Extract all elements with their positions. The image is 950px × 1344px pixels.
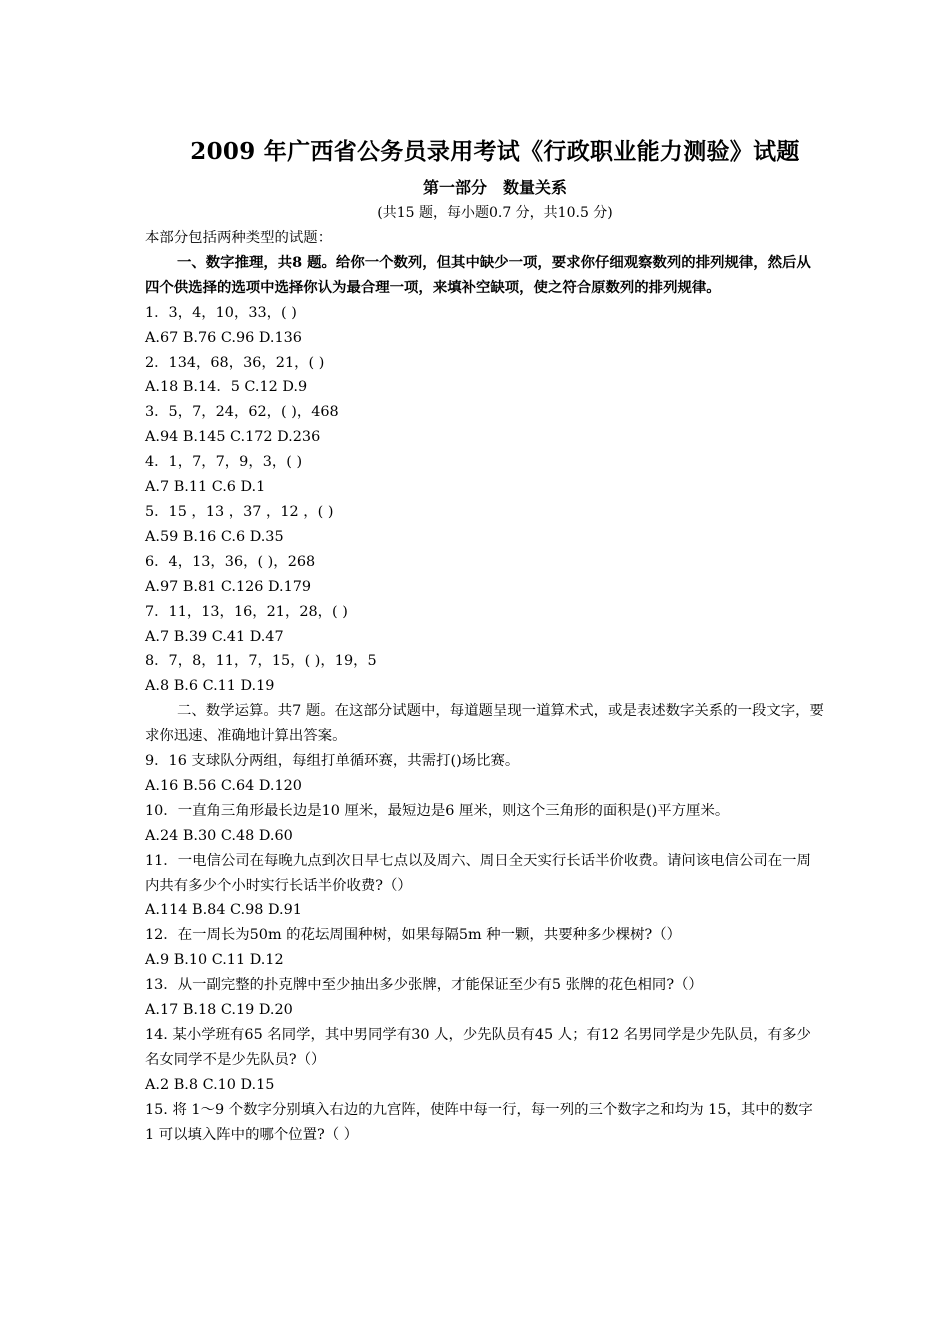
- question-11: 11．一电信公司在每晚九点到次日早七点以及周六、周日全天实行长话半价收费。请问该电信公司在一周内共有多少个小时实行长话半价收费?（）: [145, 852, 811, 894]
- answer-options-4: A.7 B.11 C.6 D.1: [145, 479, 266, 496]
- question-6: 6．4，13，36，( )，268: [145, 553, 316, 570]
- question-10: 10．一直角三角形最长边是10 厘米，最短边是6 厘米，则这个三角形的面积是()平方厘米。: [145, 802, 730, 819]
- page-title: 2009 年广西省公务员录用考试《行政职业能力测验》试题: [190, 138, 800, 165]
- part-note: (共15 题，每小题0.7 分，共10.5 分): [377, 205, 613, 221]
- question-2: 2．134，68，36，21，( ): [145, 354, 325, 371]
- question-9: 9．16 支球队分两组，每组打单循环赛，共需打()场比赛。: [145, 753, 520, 770]
- answer-options-12: A.9 B.10 C.11 D.12: [145, 952, 284, 969]
- question-7: 7．11，13，16，21，28，( ): [145, 603, 348, 620]
- part-title: 第一部分 数量关系: [422, 178, 567, 197]
- question-15: 15. 将 1～9 个数字分别填入右边的九宫阵，使阵中每一行，每一列的三个数字之和均为 15，其中的数字 1 可以填入阵中的哪个位置?（ ）: [145, 1101, 813, 1143]
- section-1-instructions: 一、数字推理，共8 题。给你一个数列，但其中缺少一项，要求你仔细观察数列的排列规律，然后从四个供选择的选项中选择你认为最合理一项，来填补空缺项，使之符合原数列的排列规律。: [145, 253, 811, 296]
- answer-options-7: A.7 B.39 C.41 D.47: [145, 628, 284, 645]
- answer-options-10: A.24 B.30 C.48 D.60: [145, 827, 293, 844]
- answer-options-8: A.8 B.6 C.11 D.19: [145, 678, 275, 695]
- answer-options-14: A.2 B.8 C.10 D.15: [145, 1076, 275, 1093]
- intro-text: 本部分包括两种类型的试题：: [145, 230, 333, 246]
- question-3: 3．5，7，24，62，( )，468: [145, 404, 339, 421]
- question-8: 8．7，8，11，7，15，( )，19，5: [145, 653, 377, 670]
- question-13: 13．从一副完整的扑克牌中至少抽出多少张牌，才能保证至少有5 张牌的花色相同?（）: [145, 977, 703, 994]
- section-2-instructions: 二、数学运算。共7 题。在这部分试题中，每道题呈现一道算术式，或是表述数字关系的一段文字，要求你迅速、准确地计算出答案。: [145, 703, 824, 745]
- document-body: [145, 226, 825, 1148]
- question-1: 1．3，4，10，33，( ): [145, 304, 297, 321]
- answer-options-13: A.17 B.18 C.19 D.20: [145, 1002, 293, 1019]
- answer-options-3: A.94 B.145 C.172 D.236: [145, 429, 321, 446]
- answer-options-11: A.114 B.84 C.98 D.91: [145, 902, 302, 919]
- question-5: 5．15 ，13 ，37 ，12 ，( ): [145, 503, 334, 520]
- answer-options-2: A.18 B.14．5 C.12 D.9: [145, 379, 308, 396]
- question-14: 14. 某小学班有65 名同学，其中男同学有30 人，少先队员有45 人；有12 名男同学是少先队员，有多少名女同学不是少先队员?（）: [145, 1027, 811, 1068]
- answer-options-1: A.67 B.76 C.96 D.136: [145, 329, 302, 346]
- answer-options-6: A.97 B.81 C.126 D.179: [145, 578, 312, 595]
- question-12: 12．在一周长为50m 的花坛周围种树，如果每隔5m 种一颗，共要种多少棵树?（）: [145, 927, 682, 944]
- answer-options-5: A.59 B.16 C.6 D.35: [145, 528, 284, 545]
- question-4: 4．1，7，7，9，3，( ): [145, 454, 303, 471]
- answer-options-9: A.16 B.56 C.64 D.120: [145, 777, 302, 794]
